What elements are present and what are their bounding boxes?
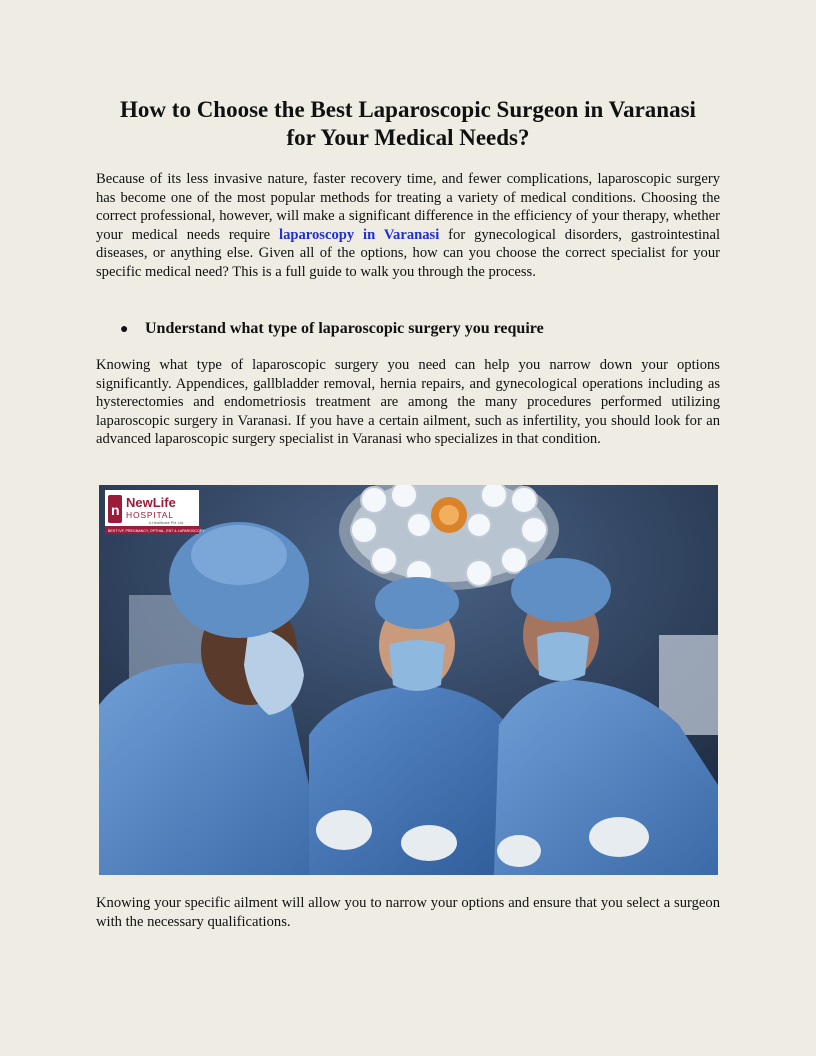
svg-text:n: n [111,502,120,518]
intro-text-after-link: for gynecological disorders, gastrointestinal diseases, or anything else. Given all of the options, how can you choose the correct specialist for your specific medical need? This is a full guide to walk you through the process. [96,226,721,280]
title-line-1: How to Choose the Best Laparoscopic Surgeon in Varanasi [120,97,696,122]
surgeons-photo [99,485,718,875]
laparoscopy-varanasi-link[interactable]: laparoscopy in Varanasi [279,226,440,243]
article-title [96,96,720,152]
title-line-2: for Your Medical Needs? [286,125,530,150]
logo-small-text: & Healthcare Pvt. Ltd. [149,521,184,525]
bullet-heading-text: Understand what type of laparoscopic surgery you require [145,320,544,337]
newlife-hospital-logo [105,490,205,534]
intro-paragraph [96,170,720,282]
bullet-heading [120,318,720,341]
logo-hospital: HOSPITAL [126,510,174,520]
logo-name: NewLife [126,495,176,510]
logo-tagline: BEST IVF, PREGNANCY, OPTHAL, ENT & LAPAROSCOPY [108,529,205,533]
intro-text-before-link: Because of its less invasive nature, faster recovery time, and fewer complications, laparoscopic surgery has become one of the most popular methods for treating a variety of medical conditions. Choosing the correct professional, however, will make a significant difference in the efficiency of your therapy, whether your medical needs require [96,171,720,243]
section-paragraph: Knowing what type of laparoscopic surgery you need can help you narrow down your options significantly. Appendices, gallbladder removal, hernia repairs, and gynecological operations including as hysterectomies and endometriosis treatment are among the many procedures performed utilizing laparoscopic surgery in Varanasi. If you have a certain ailment, such as infertility, you should look for an advanced laparoscopic surgery specialist in Varanasi who specializes in that condition. [96,357,720,448]
bullet-icon: ● [120,322,129,337]
closing-paragraph: Knowing your specific ailment will allow you to narrow your options and ensure that you select a surgeon with the necessary qualifications. [96,895,720,930]
